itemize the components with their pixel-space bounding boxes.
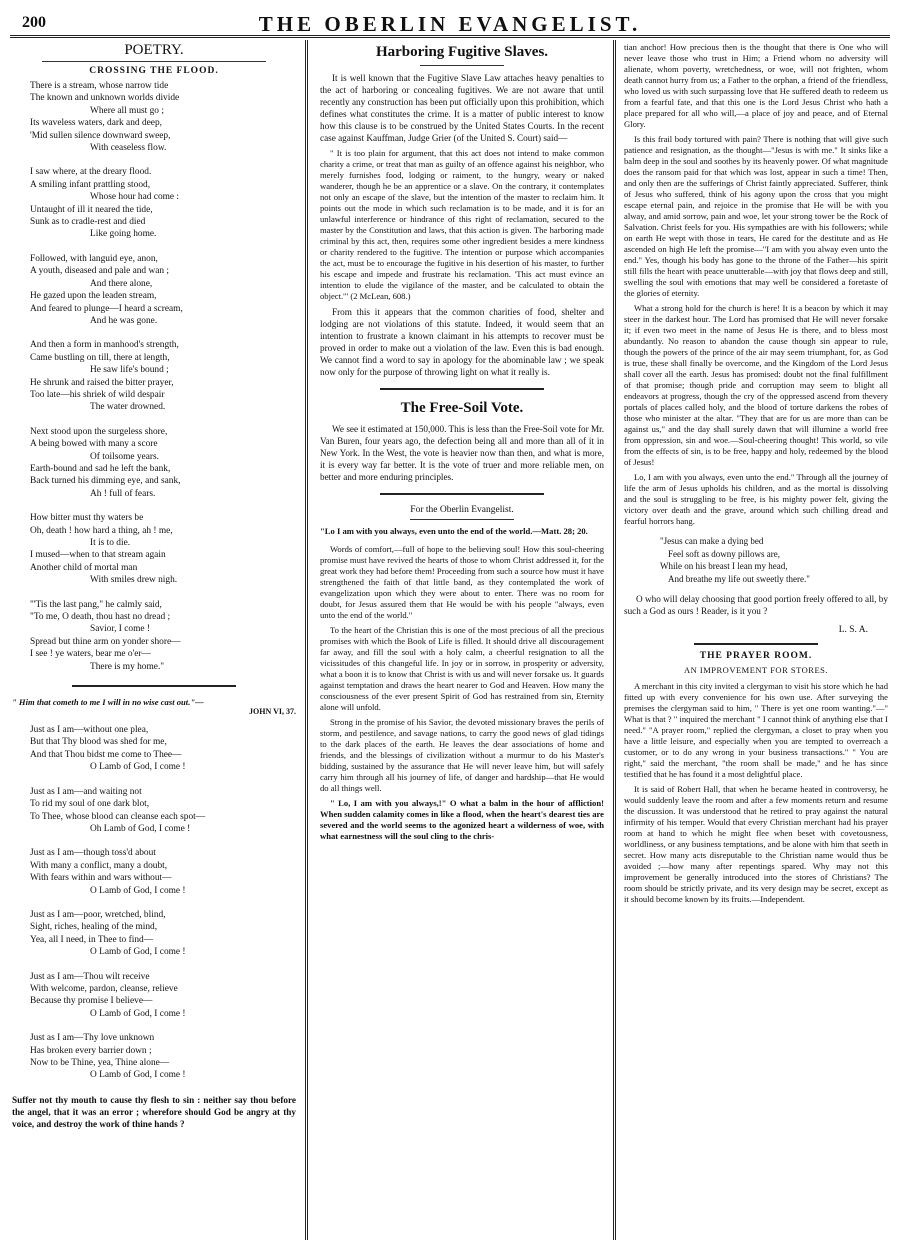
poem-line: Oh Lamb of God, I come ! <box>90 823 191 834</box>
poem-just-as-i-am <box>30 724 296 1082</box>
poem-line: "To me, O death, thou hast no dread ; <box>30 612 171 623</box>
poem-line: And then a form in manhood's strength, <box>30 340 179 351</box>
poem-line: With welcome, pardon, cleanse, relieve <box>30 983 178 994</box>
poem-line: He gazed upon the leaden stream, <box>30 291 157 302</box>
stanza <box>30 339 296 413</box>
poem-line: He shrunk and raised the bitter prayer, <box>30 377 174 388</box>
poem-line: Followed, with languid eye, anon, <box>30 253 158 264</box>
poem-line: O Lamb of God, I come ! <box>90 1008 186 1019</box>
poem-line: A smiling infant prattling stood, <box>30 179 151 190</box>
poem-line: Of toilsome years. <box>90 451 159 462</box>
poem-line: Because thy promise I believe— <box>30 996 153 1007</box>
article-epigraph: "Lo I am with you always, even unto the end of the world.—Matt. 28; 20. <box>320 526 588 536</box>
poem-line: Ah ! full of fears. <box>90 488 156 499</box>
stanza <box>30 724 296 774</box>
poem-line: The known and unknown worlds divide <box>30 93 180 104</box>
poem-line: I saw where, at the dreary flood. <box>30 167 152 178</box>
divider <box>42 61 266 62</box>
poem-line: O Lamb of God, I come ! <box>90 762 186 773</box>
paragraph: tian anchor! How precious then is the thought that there is One who will never leave those who trust in Him; a Friend whom no adversity will alienate, whom poverty, wretchedness, or woe, will not frighten, whom death cannot hurry from us; a Father to the orphan, a friend of the friendless, who loved us with such surpassing love that He suffered death to redeem us from a fearful fate, and that this one is the Lord Jesus Christ who hath a place prepared for all who will,—a place of joy and peace, and of Eternal Glory. <box>624 42 888 129</box>
poem-line: Just as I am—without one plea, <box>30 725 149 736</box>
poem-line: A youth, diseased and pale and wan ; <box>30 266 170 277</box>
poem-line: And he was gone. <box>90 315 158 326</box>
divider <box>694 643 818 645</box>
paragraph: From this it appears that the common charities of food, shelter and lodging are not violations of this statute. Indeed, it would seem that an intention to frustrate a known claimant in his attempts to recover must be proved in order to make out a violation of the law. Even this is bad enough. We cannot find a word to say in apology for the abominable law ; we speak now only for the purpose of throwing light on what it really is. <box>320 307 604 377</box>
poem-line: To rid my soul of one dark blot, <box>30 799 150 810</box>
verse-line: Feel soft as downy pillows are, <box>668 548 780 559</box>
poem-line: Sight, riches, healing of the mind, <box>30 922 158 933</box>
poem-line: With smiles drew nigh. <box>90 575 178 586</box>
poem-line: How bitter must thy waters be <box>30 513 144 524</box>
poem-line: 'Mid sullen silence downward sweep, <box>30 130 171 141</box>
signature: L. S. A. <box>838 625 868 635</box>
poem-line: Untaught of ill it neared the tide, <box>30 204 153 215</box>
poem-line: Its waveless waters, dark and deep, <box>30 118 162 129</box>
court-quote: " It is too plain for argument, that this act does not intend to make common charity a crime, or treat that man as guilty of an offence against his neighbor, who merely furnishes food, lodging or raiment, to the hungry, weary or naked wanderer, though he be an apprentice or a slave. On the contrary, it contemplates not only an escape of the slave, but the intention of the master to reclaim him. It points out the mode in which such reclamation is to be made, and it is for an unlawful interference or hindrance of this right of reclamation, secured to the master by the Constitution and laws, that this action is given. The harboring made criminal by this act, then, requires some other ingredient besides a mere kindness or charity rendered to the fugitive. The intention or purpose which accompanies the act, must be to encourage the fugitive in his desertion of his master, to further his escape and impede and frustrate his reclamation. 'This act must evince an intention to elude the vigilance of the master, and be calculated to obtain the object.'" (2 McLean, 608.) <box>320 148 604 301</box>
poem-line: Yea, all I need, in Thee to find— <box>30 934 154 945</box>
divider <box>420 65 504 66</box>
poem-line: There is a stream, whose narrow tide <box>30 81 169 91</box>
poem-line: Too late—his shriek of wild despair <box>30 389 165 400</box>
paragraph: It is said of Robert Hall, that when he became heated in controversy, he would suddenly leave the room and after a few moments return and resume the discussion. It was understood that he retired to pray against the natural infirmity of his temper. Would that every Christian merchant had his prayer room at hand to which he might flee when beset with covetousness, worldliness, or any business temptations, and be alone with him that seeth in secret. How many acts disreputable to the Christian name would thus be avoided ;—how many after repentings spared. Why may not this improvement be generally introduced into the stores of Christians? The room should be strictly private, and its very design may be secret, except as it should become known by its fruits.—Independent. <box>624 784 888 904</box>
paragraph: What a strong hold for the church is here! It is a beacon by which it may steer in the darkest hour. The Lord has promised that He will never forsake it; if even two meet in the name of Jesus He is there, and to bless most abundantly. No reason to abandon the cause though sin appear to rule, though the powers of the prince of the air may seem triumphant, for, as God is true, these shall finally be overcome, and the Kingdom of the Lord Jesus shall cover all the earth. Jesus has promised: doubt not the final fulfillment of that promise; though pride and corruption may seem to blight all endeavors at progress, though the cry of the oppressed ascend from thevery portals of places called holy, and the blood of torture darkens the robes of those who minister at the altar. "They that are for us are more than can be against us," and the day shall surely dawn that will illumine a world free from oppression, sin and woe.—Soul-cheering thought! This world, so vile from the effects of sin, is to be free, happy and holy, redeemed by the blood of Jesus! <box>624 303 888 467</box>
header-rule <box>10 35 890 38</box>
poem-line: Where all must go ; <box>90 105 164 116</box>
byline: For the Oberlin Evangelist. <box>410 505 514 515</box>
stanza <box>30 512 296 586</box>
closing-verse: Suffer not thy mouth to cause thy flesh to sin : neither say thou before the angel, that it was an error ; wherefore should God be angry at thy voice, and destroy the work of thine hands ? <box>12 1094 296 1129</box>
poem-line: And there alone, <box>90 278 153 289</box>
poem-line: It is to die. <box>90 538 131 548</box>
column-articles <box>314 42 610 1238</box>
poem-line: There is my home." <box>90 661 165 672</box>
poem-line: Spread but thine arm on yonder shore— <box>30 636 181 647</box>
divider <box>380 493 544 495</box>
poem-line: Earth-bound and sad he left the bank, <box>30 463 171 474</box>
poem-line: A being bowed with many a score <box>30 439 158 450</box>
column-divider <box>613 40 616 1240</box>
poem-line: Now to be Thine, yea, Thine alone— <box>30 1058 170 1068</box>
poem-line: With many a conflict, many a doubt, <box>30 860 168 871</box>
article-subtitle: AN IMPROVEMENT FOR STORES. <box>684 665 828 675</box>
poem-line: With fears within and wars without— <box>30 873 172 884</box>
poem-line: Has broken every barrier down ; <box>30 1045 152 1056</box>
column-continued <box>620 42 888 1238</box>
poem-line: Like going home. <box>90 229 157 240</box>
poem-line: The water drowned. <box>90 402 166 413</box>
poem-line: Just as I am—poor, wretched, blind, <box>30 909 166 920</box>
paragraph: Is this frail body tortured with pain? There is nothing that will give such patience and resignation, as the thought—"Jesus is with me." It sinks like a balm deep in the soul and soothes by its heavenly power. Of what magnitude does the ransom paid for that which was lost, appear in such a time! Then, and only then are the sufferings of Christ faintly appreciated. Sufferer, think of Jesus who suffered, think of his agony upon the cross that you might escape eternal pain, and rejoice in the promise that He will be with you alway, and amid sorrow, pain and woe, let your strong tower be the Rock of Salvation. Christ feels for you. His sympathies are with his followers; while on earth He wept with those in tears, He cared for the destitute and as He ascended on high He left the promise—"I am with you alway even unto the end." Yes, though his body has gone to the throne of the Father—his spirit still fills the heart with peace unutterable—with joy that flows deep and still, swelling the soul with emotions that may well be considered a foretaste of the glories of eternity. <box>624 134 888 298</box>
poem-line: O Lamb of God, I come ! <box>90 1070 186 1081</box>
poem-line: Oh, death ! how hard a thing, ah ! me, <box>30 525 173 536</box>
poem-line: He saw life's bound ; <box>90 365 169 376</box>
poem-title: CROSSING THE FLOOD. <box>89 66 219 76</box>
poem-line: O Lamb of God, I come ! <box>90 947 186 958</box>
paragraph: Words of comfort,—full of hope to the believing soul! How this soul-cheering promise must have revived the hearts of those to whom Christ addressed it, for the great work they had before them! Proceeding from such a source how must it have strengthened the faith of that little band, as they contemplated the work of evangelization upon which they were about to enter. There was no room for doubt, for Jesus assured them that He would be with his people "always, even unto the end of the world." <box>320 544 604 620</box>
paragraph: A merchant in this city invited a clergyman to visit his store which he had fitted up with every convenience for his own use. After surveying the premises the clergyman said to him, " There is yet one room wanting."—" What is that ? " inquired the merchant " I cannot think of anything else that I need." "A prayer room," replied the clergyman, a closet to pray when you have a little leisure, and especially when you are tempted to overreach a customer, or to do any wrong in your business transactions." " You are right," said the merchant, "the room shall be made," and he has since testified that he has found it a most delightful place. <box>624 681 888 779</box>
paragraph: " Lo, I am with you always,!" O what a balm in the hour of affliction! When sudden calamity comes in like a flood, when the heart's dearest ties are severed and the world seems to the agonized heart a wilderness of woe, with what earnestness will the soul cling to the chris- <box>320 798 604 841</box>
poem-line: O Lamb of God, I come ! <box>90 885 186 896</box>
poem-line: And that Thou bidst me come to Thee— <box>30 749 182 760</box>
paragraph: O who will delay choosing that good portion freely offered to all, by such a God as ours ! Reader, is it you ? <box>624 594 888 616</box>
poem-line: Another child of mortal man <box>30 562 138 573</box>
page-header <box>10 6 890 36</box>
poem-line: Savior, I come ! <box>90 624 151 635</box>
poem-line: "'Tis the last pang," he calmly said, <box>30 599 162 610</box>
verse-line: "Jesus can make a dying bed <box>660 536 764 546</box>
hymn-verse <box>660 535 888 585</box>
poem-line: I mused—when to that stream again <box>30 550 166 561</box>
section-title: POETRY. <box>124 42 184 58</box>
poem-line: Just as I am—and waiting not <box>30 786 142 797</box>
stanza <box>30 253 296 327</box>
poem-epigraph: " Him that cometh to me I will in no wise cast out."— <box>12 697 204 708</box>
page-number: 200 <box>22 14 46 31</box>
divider <box>72 685 236 687</box>
article-title: THE PRAYER ROOM. <box>699 651 813 661</box>
poem-line: Came bustling on till, there at length, <box>30 352 170 363</box>
divider <box>380 388 544 390</box>
column-divider <box>305 40 308 1240</box>
poem-line: Back turned his dimming eye, and sank, <box>30 476 181 487</box>
stanza <box>30 971 296 1021</box>
column-poetry <box>12 42 302 1238</box>
poem-line: Just as I am—though toss'd about <box>30 848 156 859</box>
masthead: THE OBERLIN EVANGELIST. <box>258 12 642 36</box>
poem-line: Next stood upon the surgeless shore, <box>30 426 168 437</box>
paragraph: Strong in the promise of his Savior, the devoted missionary braves the perils of storm, and pestilence, and savage nations, to carry the good news of glad tidings to the dark places of the earth. He leaves the dear associations of home and friends, and the blessings of civilization without a murmur to do his Master's bidding, sustained by the assurance that He will never leave him, but will safely carry him through all his journey of life, of danger and hardship—that He would do all things well. <box>320 717 604 793</box>
poem-line: To Thee, whose blood can cleanse each spot— <box>30 811 206 822</box>
paragraph: It is well known that the Fugitive Slave Law attaches heavy penalties to the act of harboring or concealing fugitives. We are not aware that until recently any construction has been put officially upon this prohibition, which defines what constitutes the crime. It is a matter of public interest to know how this clause is to be construed by the United States Courts. In the recent case against Kauffman, Judge Grier (of the United S. Court) said— <box>320 73 604 143</box>
stanza <box>30 166 296 240</box>
paragraph: We see it estimated at 150,000. This is less than the Free-Soil vote for Mr. Van Buren, four years ago, the defection being all and more than all of it in New York. In the West, the vote is heavier now than then, and what is more, it is every way far better. It is the vote of truer and more reliable men, on better and more enduring principles. <box>320 424 604 482</box>
verse-line: And breathe my life out sweetly there." <box>668 573 810 584</box>
divider <box>410 519 514 520</box>
stanza <box>30 786 296 836</box>
poem-line: Just as I am—Thy love unknown <box>30 1033 155 1044</box>
poem-line: Sunk as to cradle-rest and died <box>30 217 146 228</box>
stanza <box>30 426 296 500</box>
poem-line: But that Thy blood was shed for me, <box>30 737 167 748</box>
stanza <box>30 1032 296 1082</box>
poem-line: Just as I am—Thou wilt receive <box>30 971 150 982</box>
poem-line: Whose hour had come : <box>90 192 180 203</box>
stanza <box>30 80 296 154</box>
poem-crossing-the-flood <box>30 80 296 673</box>
article-title: Harboring Fugitive Slaves. <box>375 44 549 60</box>
stanza <box>30 909 296 959</box>
stanza <box>30 847 296 897</box>
paragraph: Lo, I am with you always, even unto the end." Through all the journey of life the arm of Jesus upholds his children, and as the mortal is dissolving and the soul is struggling to be free, is his mighty power felt, giving the victory over death and the grave, around which such chilling dread and fearful horrors hang. <box>624 472 888 526</box>
poem-line: And feared to plunge—I heard a scream, <box>30 303 183 314</box>
paragraph: To the heart of the Christian this is one of the most precious of all the precious promises with which the Book of Life is filled. It should drive all discouragement far away, and fill the soul with a holy calm, a cheerful resignation to all the vicissitudes of this changeful life. In joy or in sorrow, in prosperity or adversity, what a boon it is to know that Christ is with us and will never forsake us. It guards against temptation and draws the heart nearer to God and Heaven. How many the consciousness of the ever present Spirit of God has restrained from sin, Eternity alone will unfold. <box>320 625 604 712</box>
poem-line: With ceaseless flow. <box>90 143 167 154</box>
verse-line: While on his breast I lean my head, <box>660 561 788 571</box>
article-title: The Free-Soil Vote. <box>400 400 524 416</box>
poem-line: I see ! ye waters, bear me o'er— <box>30 649 151 660</box>
stanza <box>30 599 296 673</box>
scripture-reference: JOHN VI, 37. <box>249 707 296 717</box>
